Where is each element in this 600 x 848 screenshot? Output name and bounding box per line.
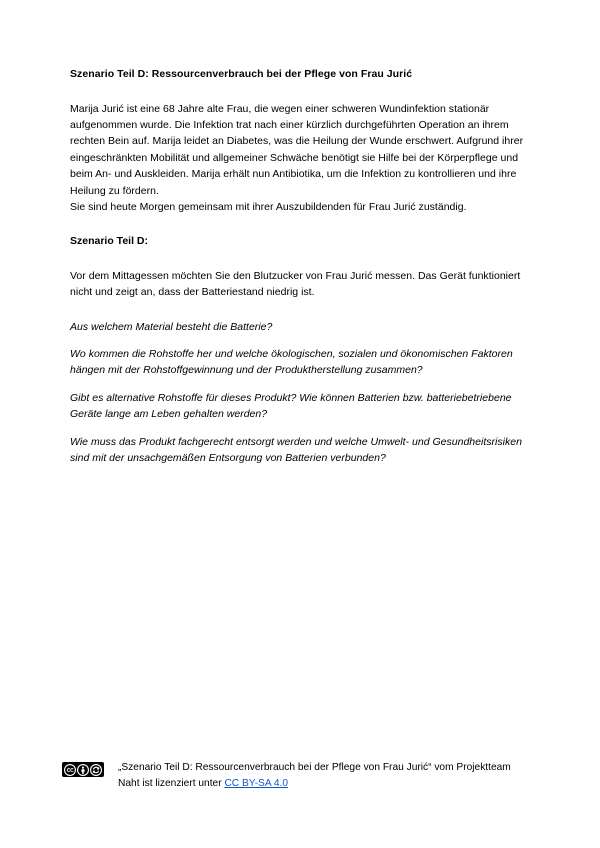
- attribution-line-1: „Szenario Teil D: Ressourcenverbrauch bei der Pflege von Frau Jurić“ vom Projektteam: [118, 762, 511, 773]
- question-item: Wo kommen die Rohstoffe her und welche ökologischen, sozialen und ökonomischen Faktoren hängen mit der Rohstoffgewinnung und der Produktherstellung zusammen?: [70, 348, 513, 377]
- intro-paragraph: Marija Jurić ist eine 68 Jahre alte Frau, die wegen einer schweren Wundinfektion stationär aufgenommen wurde. Die Infektion trat nach einer kürzlich durchgeführten Operation an ihrem rechten Bein auf. Marija leidet an Diabetes, was die Heilung der Wunde erschwert. Aufgrund ihrer eingeschränkten Mobilität und allgemeiner Schwäche benötigt sie Hilfe bei der Körperpflege und beim An- und Auskleiden. Marija erhält nun Antibiotika, um die Infektion zu kontrollieren und ihre Heilung zu fördern.: [70, 102, 524, 197]
- spacer: [70, 301, 532, 319]
- cc-icon: [64, 764, 76, 776]
- spacer: [70, 83, 532, 101]
- spacer: [70, 379, 532, 390]
- cc-license-badge[interactable]: [62, 762, 104, 777]
- question-item: Gibt es alternative Rohstoffe für dieses Produkt? Wie können Batterien bzw. batteriebetriebene Geräte lange am Leben gehalten werden?: [70, 391, 512, 421]
- question-item: Aus welchem Material besteht die Batterie?: [70, 320, 273, 333]
- spacer: [70, 215, 532, 233]
- spacer: [70, 250, 532, 268]
- page-title: Szenario Teil D: Ressourcenverbrauch bei der Pflege von Frau Jurić: [70, 68, 413, 80]
- by-person-icon: [77, 764, 89, 776]
- intro-closing-line: Sie sind heute Morgen gemeinsam mit ihrer Auszubildenden für Frau Jurić zuständig.: [70, 200, 467, 213]
- attribution-line-2-prefix: Naht ist lizenziert unter: [118, 778, 225, 790]
- section-paragraph: Vor dem Mittagessen möchten Sie den Blutzucker von Frau Jurić messen. Das Gerät funktioniert nicht und zeigt an, dass der Batteriestand niedrig ist.: [70, 269, 521, 299]
- section-heading: Szenario Teil D:: [70, 235, 148, 248]
- question-item: Wie muss das Produkt fachgerecht entsorgt werden und welche Umwelt- und Gesundheitsrisiken sind mit der unsachgemäßen Entsorgung von Batterien verbunden?: [70, 435, 522, 465]
- spacer: [70, 423, 532, 434]
- document-body: [70, 66, 532, 467]
- spacer: [70, 335, 532, 346]
- sa-share-alike-icon: [90, 764, 102, 776]
- license-footer: [62, 760, 532, 793]
- attribution-text: [118, 760, 532, 793]
- cc-license-link[interactable]: CC BY-SA 4.0: [224, 778, 289, 790]
